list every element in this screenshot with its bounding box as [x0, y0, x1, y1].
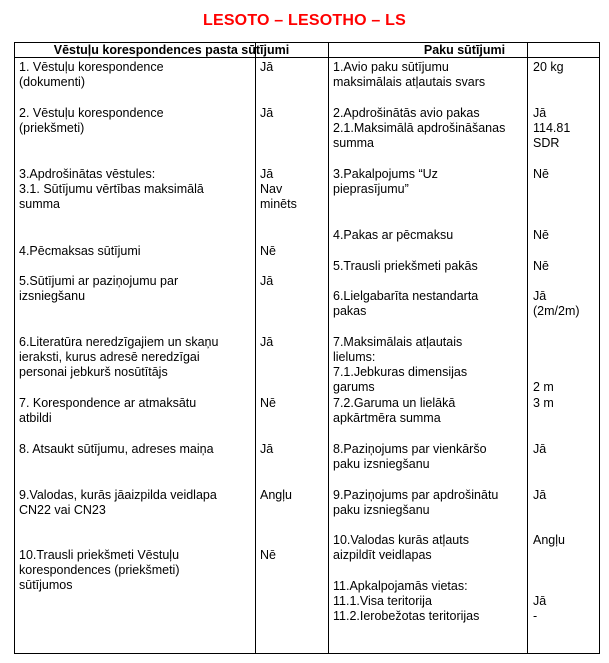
left-item-6-label: 6.Literatūra neredzīgajiem un skaņu ieraksti, kurus adresē neredzīgai personai jebkurš nosūtītājs	[19, 335, 219, 379]
left-item-10-value: Nē	[260, 548, 276, 562]
right-item-11-label: 11.Apkalpojamās vietas: 11.1.Visa teritorija 11.2.Ierobežotas teritorijas	[333, 579, 480, 623]
header-right: Paku sūtījumi	[423, 43, 506, 57]
left-item-5-value: Jā	[260, 274, 274, 288]
right-item-2-label: 2.Apdrošinātās avio pakas 2.1.Maksimālā apdrošināšanas summa	[333, 106, 506, 150]
divider-middle	[328, 43, 329, 653]
right-item-3-value: Nē	[533, 167, 549, 181]
right-item-7-2-label: 7.2.Garuma un lielākā apkārtmēra summa	[333, 396, 456, 425]
right-item-1-label: 1.Avio paku sūtījumu maksimālais atļautais svars	[333, 60, 486, 89]
page-title: LESOTO – LESOTHO – LS	[202, 12, 407, 29]
right-item-8-label: 8.Paziņojums par vienkāršo paku izsniegšanu	[333, 442, 487, 471]
left-item-10-label: 10.Trausli priekšmeti Vēstuļu korespondences (priekšmeti) sūtījumos	[19, 548, 180, 592]
right-item-10-value: Angļu	[533, 533, 565, 547]
right-item-2-value: Jā 114.81 SDR	[533, 106, 571, 150]
right-item-7-label: 7.Maksimālais atļautais lielums: 7.1.Jebkuras dimensijas garums	[333, 335, 468, 394]
right-item-9-value: Jā	[533, 488, 547, 502]
left-item-7-label: 7. Korespondence ar atmaksātu atbildi	[19, 396, 197, 425]
header-divider	[15, 57, 599, 58]
right-item-1-value: 20 kg	[533, 60, 564, 74]
right-item-5-value: Nē	[533, 259, 549, 273]
left-item-6-value: Jā	[260, 335, 274, 349]
right-item-10-label: 10.Valodas kurās atļauts aizpildīt veidlapas	[333, 533, 469, 562]
right-item-6-label: 6.Lielgabarīta nestandarta pakas	[333, 289, 479, 318]
left-item-2-label: 2. Vēstuļu korespondence (priekšmeti)	[19, 106, 164, 135]
left-item-9-label: 9.Valodas, kurās jāaizpilda veidlapa CN22 vai CN23	[19, 488, 217, 517]
header-left: Vēstuļu korespondences pasta sūtījumi	[53, 43, 290, 57]
right-item-3-label: 3.Pakalpojums “Uz pieprasījumu”	[333, 167, 438, 196]
left-item-2-value: Jā	[260, 106, 274, 120]
services-table	[14, 42, 600, 654]
left-item-3-value: Jā Nav minēts	[260, 167, 297, 211]
left-item-7-value: Nē	[260, 396, 276, 410]
left-item-1-label: 1. Vēstuļu korespondence (dokumenti)	[19, 60, 164, 89]
left-item-8-value: Jā	[260, 442, 274, 456]
left-item-4-value: Nē	[260, 244, 276, 258]
right-item-11-value: Jā -	[533, 594, 547, 623]
left-item-4-label: 4.Pēcmaksas sūtījumi	[19, 244, 141, 258]
right-item-4-label: 4.Pakas ar pēcmaksu	[333, 228, 454, 242]
left-item-5-label: 5.Sūtījumi ar paziņojumu par izsniegšanu	[19, 274, 179, 303]
divider-right-value	[527, 43, 528, 653]
right-item-6-value: Jā (2m/2m)	[533, 289, 580, 318]
right-item-9-label: 9.Paziņojums par apdrošinātu paku izsniegšanu	[333, 488, 499, 517]
left-item-1-value: Jā	[260, 60, 274, 74]
left-item-8-label: 8. Atsaukt sūtījumu, adreses maiņa	[19, 442, 214, 456]
right-item-4-value: Nē	[533, 228, 549, 242]
divider-left-value	[255, 43, 256, 653]
right-item-7-2-value: 3 m	[533, 396, 554, 410]
right-item-7-value: 2 m	[533, 380, 554, 394]
left-item-9-value: Angļu	[260, 488, 292, 502]
left-item-3-label: 3.Apdrošinātas vēstules: 3.1. Sūtījumu vērtības maksimālā summa	[19, 167, 204, 211]
right-item-5-label: 5.Trausli priekšmeti pakās	[333, 259, 478, 273]
right-item-8-value: Jā	[533, 442, 547, 456]
